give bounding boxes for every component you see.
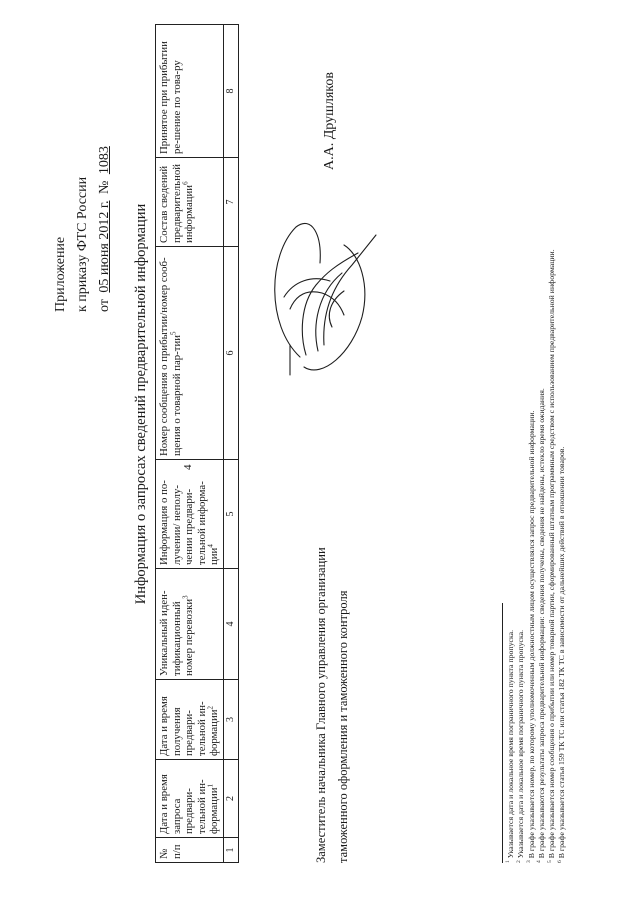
footnote-item: $^2$Указывается дата и локальное время пограничного пункта пропуска. (515, 629, 526, 863)
table-header-cell: Номер сообщения о прибытии/номер сооб-щения о товарной пар-тии$^5$ (156, 247, 224, 460)
signatory-position (310, 503, 354, 863)
table-header-cell: Уникальный иден-тификационный номер перевозки$^3$ (156, 569, 224, 680)
column-number-cell: 1 (223, 838, 239, 863)
appendix-title: Приложение (53, 236, 68, 312)
table-header-cell: Дата и время получения предвари-тельной ин-формации$^2$ (156, 680, 224, 760)
appendix-block (50, 12, 116, 312)
signatory-position-line: таможенного оформления и таможенного контроля (336, 590, 350, 863)
table-header-cell: Состав сведений предварительной информации$^6$ (156, 158, 224, 247)
footnote-item: $^4$В графе указываются результаты запроса предварительной информации: сведения получены, сведения не найдены, истекло время ожидания. (536, 388, 546, 863)
page-number: 4 (182, 464, 194, 470)
appendix-date-line (94, 12, 116, 312)
appendix-order-ref: к приказу ФТС России (75, 176, 90, 312)
footnote-separator (502, 603, 503, 863)
document-title: Информация о запросах сведений предварительной информации (133, 203, 149, 605)
footnote-item: $^3$В графе указывается номер, по которому уполномоченным должностным лицом осуществлялся запрос предварительной информации. (526, 410, 536, 863)
signatory-name: А.А. Друшляков (322, 72, 337, 170)
column-number-cell: 2 (223, 760, 239, 838)
table-header-cell: № п/п (156, 838, 224, 863)
table-header-cell: Принятое при прибытии ре-шение по това-ру (156, 25, 224, 158)
column-number-cell: 8 (223, 25, 239, 158)
table-header-cell: Информация о по-лучении/ неполу-чении предвари-тельной информа-ции$^4$ (156, 460, 224, 569)
appendix-number: 1083 (97, 146, 112, 175)
signatory-position-line: Заместитель начальника Главного управления организации (314, 547, 328, 863)
appendix-from-label: от (97, 299, 112, 312)
footnote-item: $^1$Указывается дата и локальное время пограничного пункта пропуска. (505, 629, 515, 863)
table-header-row (156, 25, 224, 863)
column-number-cell: 7 (223, 158, 239, 247)
footnotes (506, 33, 568, 863)
appendix-date: 05 июня 2012 г. (97, 200, 112, 293)
table-column-number-row (223, 25, 239, 863)
footnote-item: $^5$В графе указывается номер сообщения о прибытии или номер товарной партии, сформированный штатным программным средством с использованием предварительной информации. (546, 249, 557, 863)
info-table (155, 24, 239, 863)
table-header-cell: Дата и время запроса предвари-тельной ин-формации$^1$ (156, 760, 224, 838)
handwritten-signature (260, 215, 380, 385)
column-number-cell: 3 (223, 680, 239, 760)
appendix-number-label: № (97, 180, 112, 195)
column-number-cell: 6 (223, 247, 239, 460)
column-number-cell: 4 (223, 569, 239, 680)
footnote-item: $^6$В графе указывается статья 159 ТК ТС или статья 182 ТК ТС в зависимости от дальнейших действий в отношении товаров. (556, 446, 567, 863)
column-number-cell: 5 (223, 460, 239, 569)
